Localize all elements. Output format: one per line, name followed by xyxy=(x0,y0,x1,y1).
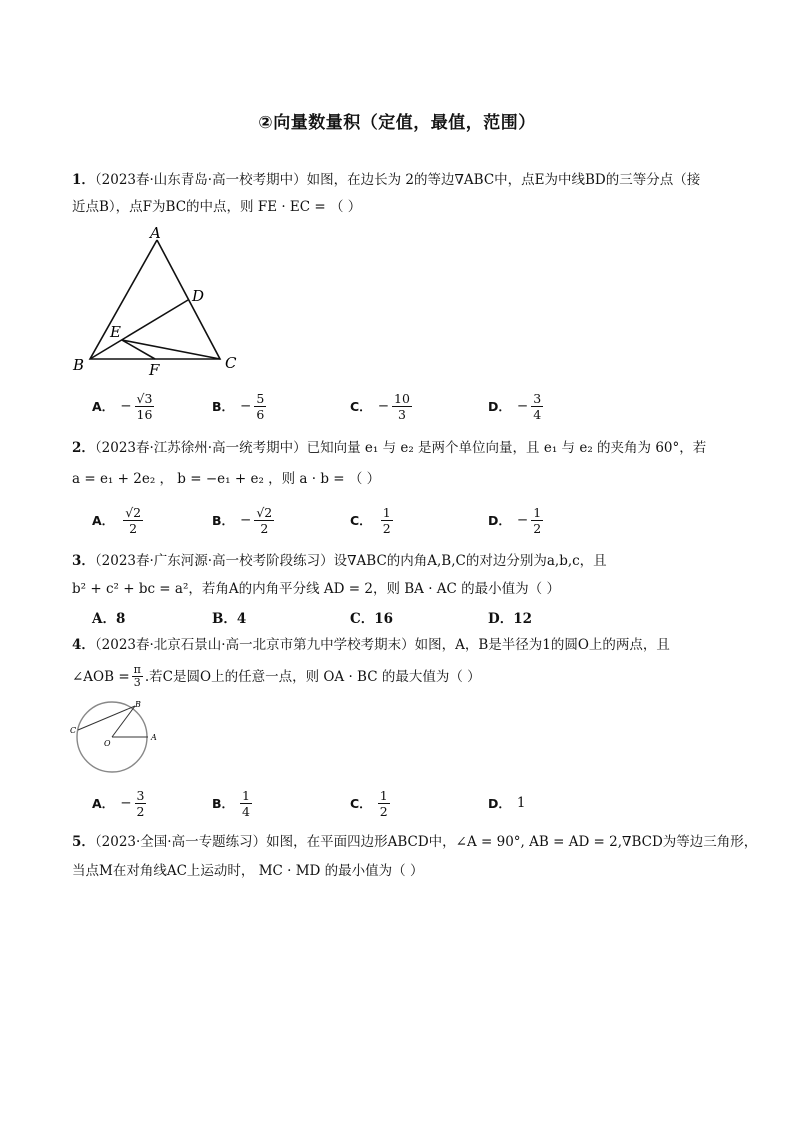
question-2-text-1: （2023春·江苏徐州·高一统考期中）已知向量 e₁ 与 e₂ 是两个单位向量，且 e₁ 与 e₂ 的夹角为 60°，若 xyxy=(94,440,707,456)
question-4-number: 4． xyxy=(72,637,95,653)
label-F: F xyxy=(149,361,160,377)
question-3-options xyxy=(92,606,712,628)
numerator: 5 xyxy=(256,390,265,406)
question-1-text-1: （2023春·山东青岛·高一校考期中）如图，在边长为 2的等边∇ABC中，点E为中线BD的三等分点（接 xyxy=(94,172,701,188)
option-label: C． xyxy=(350,513,372,528)
q3-option-b[interactable]: B．4 xyxy=(212,611,247,627)
q1-option-d[interactable] xyxy=(488,384,543,428)
label-C: C xyxy=(225,354,237,372)
option-label: A． xyxy=(92,796,115,811)
q2-option-d[interactable] xyxy=(488,498,543,542)
option-label: B． xyxy=(212,399,235,414)
option-label: C． xyxy=(350,399,372,414)
option-sign: − xyxy=(516,512,529,528)
question-2-line-1 xyxy=(72,438,706,458)
question-2-line-2 xyxy=(72,469,380,489)
numerator: 10 xyxy=(394,390,410,406)
option-label: D． xyxy=(488,513,511,528)
option-label: D． xyxy=(488,399,511,414)
question-3-text-2: b² + c² + bc = a²，若角A的内角平分线 AD = 2，则 BA · AC 的最小值为（ ） xyxy=(72,581,560,597)
question-5-line-1 xyxy=(72,832,757,852)
option-fraction xyxy=(378,788,390,819)
numerator: 1 xyxy=(242,787,250,803)
denominator: 3 xyxy=(133,676,141,689)
numerator: √2 xyxy=(256,504,273,520)
question-2-text-2: a = e₁ + 2e₂ ， b = −e₁ + e₂ ，则 a · b = （ ） xyxy=(72,471,381,487)
q4-option-c[interactable] xyxy=(350,781,390,825)
label-B: B xyxy=(73,356,85,374)
option-sign: − xyxy=(377,398,389,414)
segment-EC xyxy=(122,340,220,359)
question-1-number: 1． xyxy=(72,172,95,188)
denominator: 16 xyxy=(136,406,153,422)
option-label: A． xyxy=(92,513,115,528)
option-label: D． xyxy=(488,796,511,811)
denominator: 2 xyxy=(379,803,388,819)
q3-option-c[interactable]: C．16 xyxy=(350,611,394,627)
denominator: 2 xyxy=(533,520,542,536)
label-D: D xyxy=(192,287,205,305)
question-1-line-1 xyxy=(72,170,700,190)
option-fraction xyxy=(531,505,543,536)
question-3-line-1 xyxy=(72,551,607,571)
question-4-text-1: （2023春·北京石景山·高一北京市第九中学校考期末）如图，A，B是半径为1的圆O上的两点，且 xyxy=(94,637,670,653)
option-sign: − xyxy=(240,398,252,414)
option-sign: − xyxy=(516,398,529,414)
question-1-options xyxy=(92,384,712,428)
q2-option-a[interactable] xyxy=(92,498,143,542)
label-A: A xyxy=(151,733,157,742)
question-3-text-1: （2023春·广东河源·高一校考阶段练习）设∇ABC的内角A,B,C的对边分别为a,b,c，且 xyxy=(94,553,607,569)
numerator: 1 xyxy=(533,504,542,520)
option-fraction xyxy=(123,505,143,536)
option-fraction xyxy=(381,505,393,536)
angle-fraction xyxy=(132,664,143,689)
q3-option-d[interactable]: D．12 xyxy=(488,611,532,627)
label-E: E xyxy=(110,323,121,341)
q1-option-b[interactable] xyxy=(212,384,266,428)
denominator: 2 xyxy=(260,520,269,536)
q4-option-a[interactable] xyxy=(92,781,146,825)
option-fraction xyxy=(254,505,274,536)
option-fraction xyxy=(254,391,266,422)
option-sign: − xyxy=(120,398,132,414)
denominator: 3 xyxy=(397,406,406,422)
question-2-options xyxy=(92,498,712,542)
question-4-line-2 xyxy=(72,664,481,689)
option-label: B． xyxy=(212,796,235,811)
numerator: 3 xyxy=(136,787,145,803)
question-4-line-1 xyxy=(72,635,670,655)
question-1-triangle-figure xyxy=(70,222,250,377)
q1-option-c[interactable] xyxy=(350,384,412,428)
question-3-line-2 xyxy=(72,579,560,599)
question-5-number: 5． xyxy=(72,834,95,850)
q1-option-a[interactable] xyxy=(92,384,154,428)
option-sign: − xyxy=(120,795,132,811)
label-A: A xyxy=(150,224,161,242)
denominator: 2 xyxy=(129,520,138,536)
denominator: 2 xyxy=(136,803,145,819)
numerator: 1 xyxy=(382,504,391,520)
numerator: √2 xyxy=(125,504,142,520)
label-B: B xyxy=(135,700,141,709)
q4-option-b[interactable] xyxy=(212,781,252,825)
denominator: 4 xyxy=(533,406,542,422)
denominator: 6 xyxy=(256,406,265,422)
question-5-text-1: （2023·全国·高一专题练习）如图，在平面四边形ABCD中，∠A = 90°, AB = AD = 2,∇BCD为等边三角形， xyxy=(94,834,758,850)
q2-option-b[interactable] xyxy=(212,498,274,542)
question-4-circle-figure xyxy=(68,698,168,778)
question-1-text-2: 近点B），点F为BC的中点，则 FE · EC = （ ） xyxy=(72,199,362,215)
q4-option-d[interactable] xyxy=(488,781,525,825)
option-value: 1 xyxy=(516,795,526,811)
numerator: 1 xyxy=(379,787,388,803)
page-title: ②向量数量积（定值，最值，范围） xyxy=(258,113,536,133)
q3-option-a[interactable]: A．8 xyxy=(92,611,126,627)
option-fraction xyxy=(531,391,543,422)
numerator: √3 xyxy=(136,390,153,406)
option-fraction xyxy=(392,391,412,422)
numerator: π xyxy=(133,663,141,676)
denominator: 2 xyxy=(382,520,391,536)
question-3-number: 3． xyxy=(72,553,95,569)
option-label: A． xyxy=(92,399,115,414)
option-fraction xyxy=(135,788,147,819)
question-5-line-2 xyxy=(72,861,423,881)
question-4-text-2-post: .若C是圆O上的任意一点，则 OA · BC 的最大值为（ ） xyxy=(144,668,481,685)
question-5-text-2: 当点M在对角线AC上运动时， MC · MD 的最小值为（ ） xyxy=(72,863,424,879)
option-sign: − xyxy=(240,512,252,528)
question-4-options xyxy=(92,781,712,825)
option-label: B． xyxy=(212,513,235,528)
numerator: 3 xyxy=(533,390,542,406)
option-label: C． xyxy=(350,796,372,811)
label-C: C xyxy=(70,726,77,735)
q2-option-c[interactable] xyxy=(350,498,393,542)
question-1-line-2 xyxy=(72,197,361,217)
denominator: 4 xyxy=(242,803,250,819)
option-fraction xyxy=(240,788,252,819)
option-fraction xyxy=(135,391,155,422)
label-O: O xyxy=(104,739,111,748)
question-2-number: 2． xyxy=(72,440,95,456)
question-4-text-2-pre: ∠AOB = xyxy=(72,668,130,685)
